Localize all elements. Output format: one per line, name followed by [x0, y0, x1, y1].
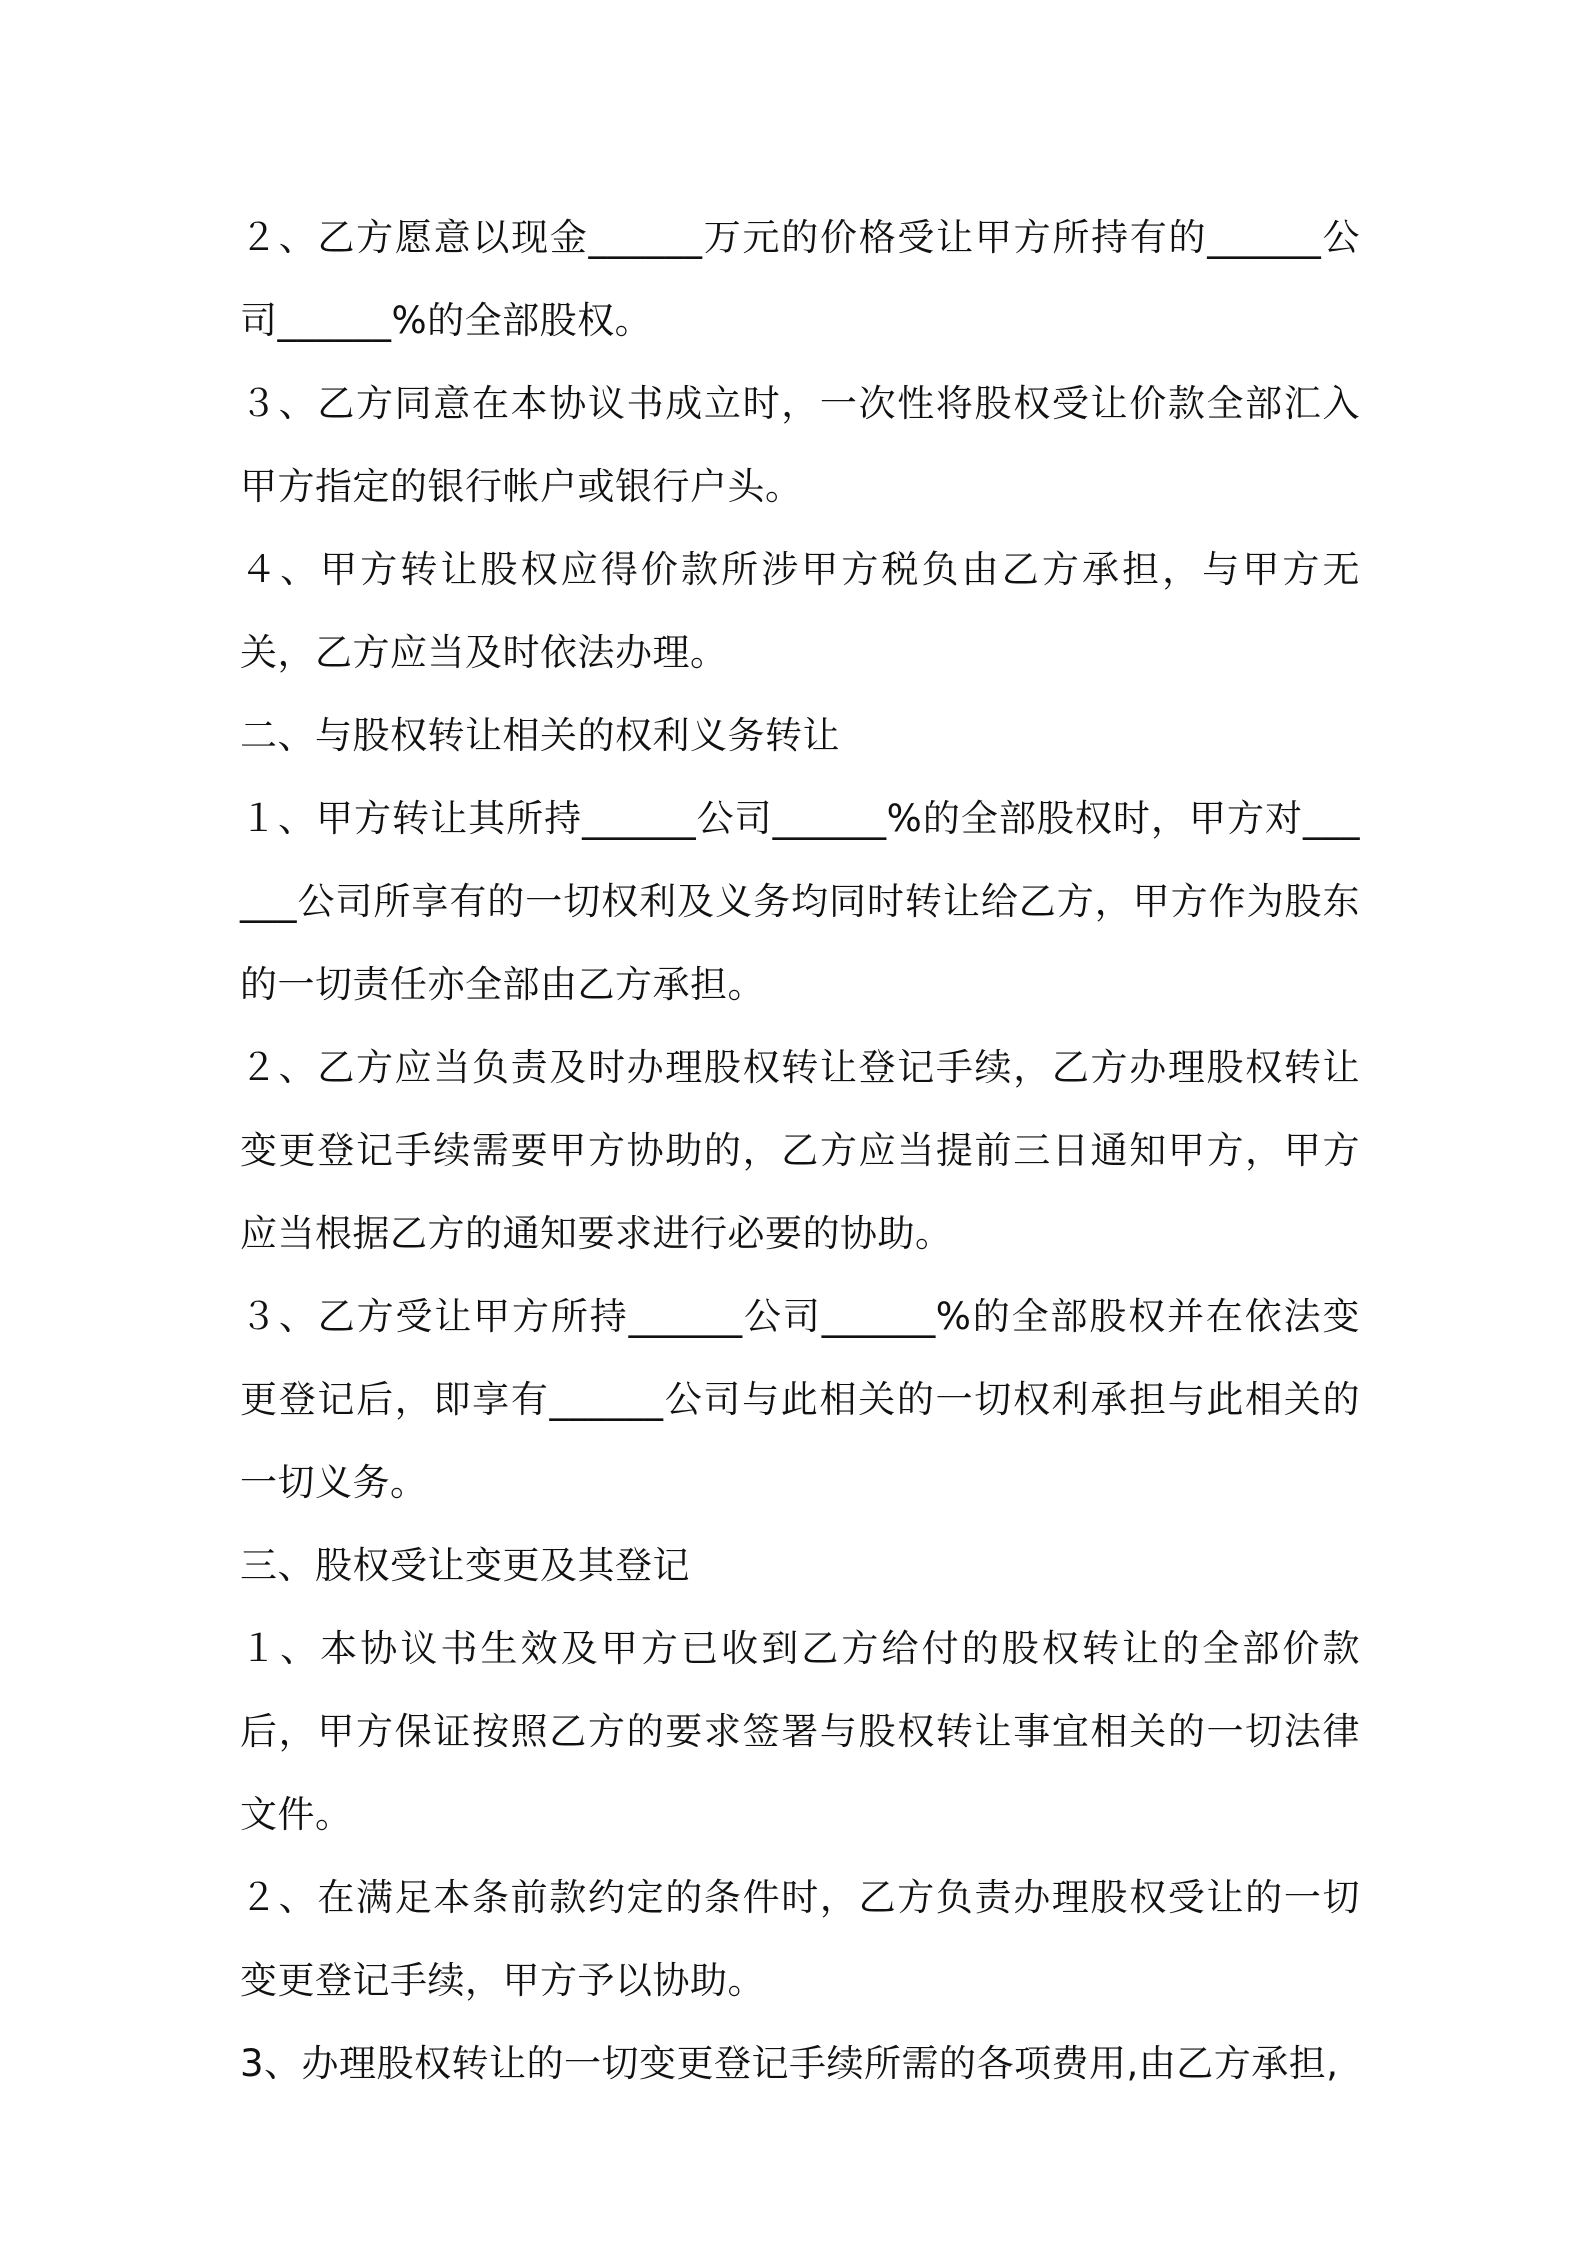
clause-price: ２、乙方愿意以现金______万元的价格受让甲方所持有的______公司______%的全部股权。 [240, 216, 1360, 342]
clause-tax: ４、甲方转让股权应得价款所涉甲方税负由乙方承担，与甲方无关，乙方应当及时依法办理。 [240, 548, 1360, 674]
clause-change-procedures: ２、在满足本条前款约定的条件时，乙方负责办理股权受让的一切变更登记手续，甲方予以协助。 [240, 1876, 1360, 2002]
document-body [240, 196, 1360, 2105]
clause-rights-transfer: １、甲方转让其所持______公司______%的全部股权时，甲方对______公司所享有的一切权利及义务均同时转让给乙方，甲方作为股东的一切责任亦全部由乙方承担。 [240, 797, 1360, 1006]
clause-registration: ２、乙方应当负责及时办理股权转让登记手续，乙方办理股权转让变更登记手续需要甲方协助的，乙方应当提前三日通知甲方，甲方应当根据乙方的通知要求进行必要的协助。 [240, 1046, 1360, 1255]
clause-payment: ３、乙方同意在本协议书成立时，一次性将股权受让价款全部汇入甲方指定的银行帐户或银行户头。 [240, 382, 1360, 508]
section-heading-rights-transfer: 二、与股权转让相关的权利义务转让 [240, 714, 840, 757]
clause-post-registration: ３、乙方受让甲方所持______公司______%的全部股权并在依法变更登记后，即享有______公司与此相关的一切权利承担与此相关的一切义务。 [240, 1295, 1360, 1504]
clause-legal-documents: １、本协议书生效及甲方已收到乙方给付的股权转让的全部价款后，甲方保证按照乙方的要求签署与股权转让事宜相关的一切法律文件。 [240, 1627, 1360, 1836]
section-heading-change-registration: 三、股权受让变更及其登记 [240, 1544, 690, 1587]
clause-fees: 3、办理股权转让的一切变更登记手续所需的各项费用,由乙方承担, [240, 2042, 1339, 2085]
